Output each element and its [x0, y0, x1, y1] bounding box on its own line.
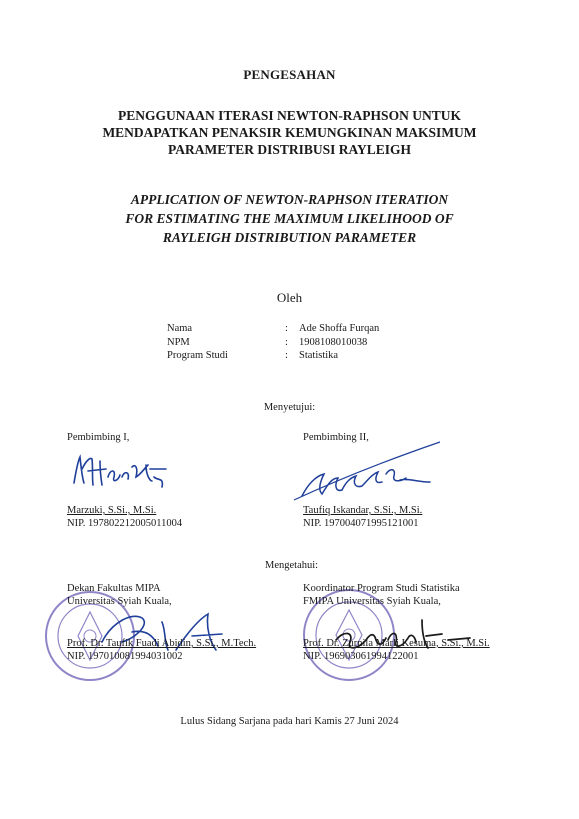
- thesis-title-id-line: PENGGUNAAN ITERASI NEWTON-RAPHSON UNTUK: [118, 108, 461, 123]
- supervisor1-block: [67, 504, 182, 530]
- dean-name: Prof. Dr. Taufik Fuadi Abidin, S.Si., M.Tech.: [67, 638, 257, 649]
- thesis-title-en-line: RAYLEIGH DISTRIBUTION PARAMETER: [162, 230, 417, 245]
- identity-colon: :: [285, 323, 288, 334]
- coordinator-role: [303, 582, 460, 608]
- identity-colon: :: [285, 350, 288, 361]
- coordinator-role-line: FMIPA Universitas Syiah Kuala,: [303, 596, 441, 607]
- thesis-title-english: [0, 190, 579, 247]
- dean-role-line: Dekan Fakultas MIPA: [67, 583, 161, 594]
- page-title: PENGESAHAN: [243, 67, 336, 82]
- supervisor2-nip: NIP. 197004071995121001: [303, 518, 419, 529]
- thesis-title-en-line: FOR ESTIMATING THE MAXIMUM LIKELIHOOD OF: [125, 211, 454, 226]
- coordinator-role-line: Koordinator Program Studi Statistika: [303, 583, 460, 594]
- identity-value: 1908108010038: [299, 336, 368, 348]
- by-label: Oleh: [276, 290, 303, 305]
- supervisor2-signature-icon: [290, 438, 450, 508]
- identity-label: Nama: [167, 323, 193, 334]
- identity-value: Statistika: [299, 350, 339, 361]
- approval-heading: Menyetujui:: [263, 402, 316, 413]
- supervisor1-name: Marzuki, S.Si., M.Si.: [67, 505, 157, 516]
- dean-nip: NIP. 197010081994031002: [67, 651, 183, 662]
- dean-block: [67, 637, 256, 663]
- supervisor1-nip: NIP. 197802212005011004: [67, 518, 183, 529]
- supervisor2-role: Pembimbing II,: [303, 432, 369, 443]
- identity-label: NPM: [167, 336, 190, 348]
- coordinator-nip: NIP. 196903061994122001: [303, 651, 419, 662]
- identity-value: Ade Shoffa Furqan: [299, 323, 380, 334]
- thesis-title-en-line: APPLICATION OF NEWTON-RAPHSON ITERATION: [130, 192, 449, 207]
- supervisor1-signature-icon: [66, 447, 186, 495]
- supervisor2-block: [303, 504, 422, 530]
- graduation-note: Lulus Sidang Sarjana pada hari Kamis 27 Juni 2024: [180, 716, 399, 727]
- thesis-title-id-line: MENDAPATKAN PENAKSIR KEMUNGKINAN MAKSIMUM: [102, 125, 477, 140]
- identity-row-name: [167, 322, 379, 336]
- student-identity: [167, 322, 379, 363]
- identity-colon: :: [285, 336, 288, 348]
- dean-role-line: Universitas Syiah Kuala,: [67, 596, 172, 607]
- thesis-title-indonesian: [0, 107, 579, 158]
- coordinator-name: Prof. Dr. Zurnila Marli Kesuma, S.Si., M.Si.: [303, 638, 490, 649]
- identity-row-npm: [167, 336, 379, 350]
- acknowledgement-heading: Mengetahui:: [265, 560, 319, 571]
- identity-label: Program Studi: [167, 350, 228, 361]
- identity-row-program: [167, 349, 379, 363]
- supervisor2-name: Taufiq Iskandar, S.Si., M.Si.: [303, 505, 423, 516]
- supervisor1-role: Pembimbing I,: [67, 432, 130, 443]
- thesis-title-id-line: PARAMETER DISTRIBUSI RAYLEIGH: [167, 142, 412, 157]
- coordinator-block: [303, 637, 490, 663]
